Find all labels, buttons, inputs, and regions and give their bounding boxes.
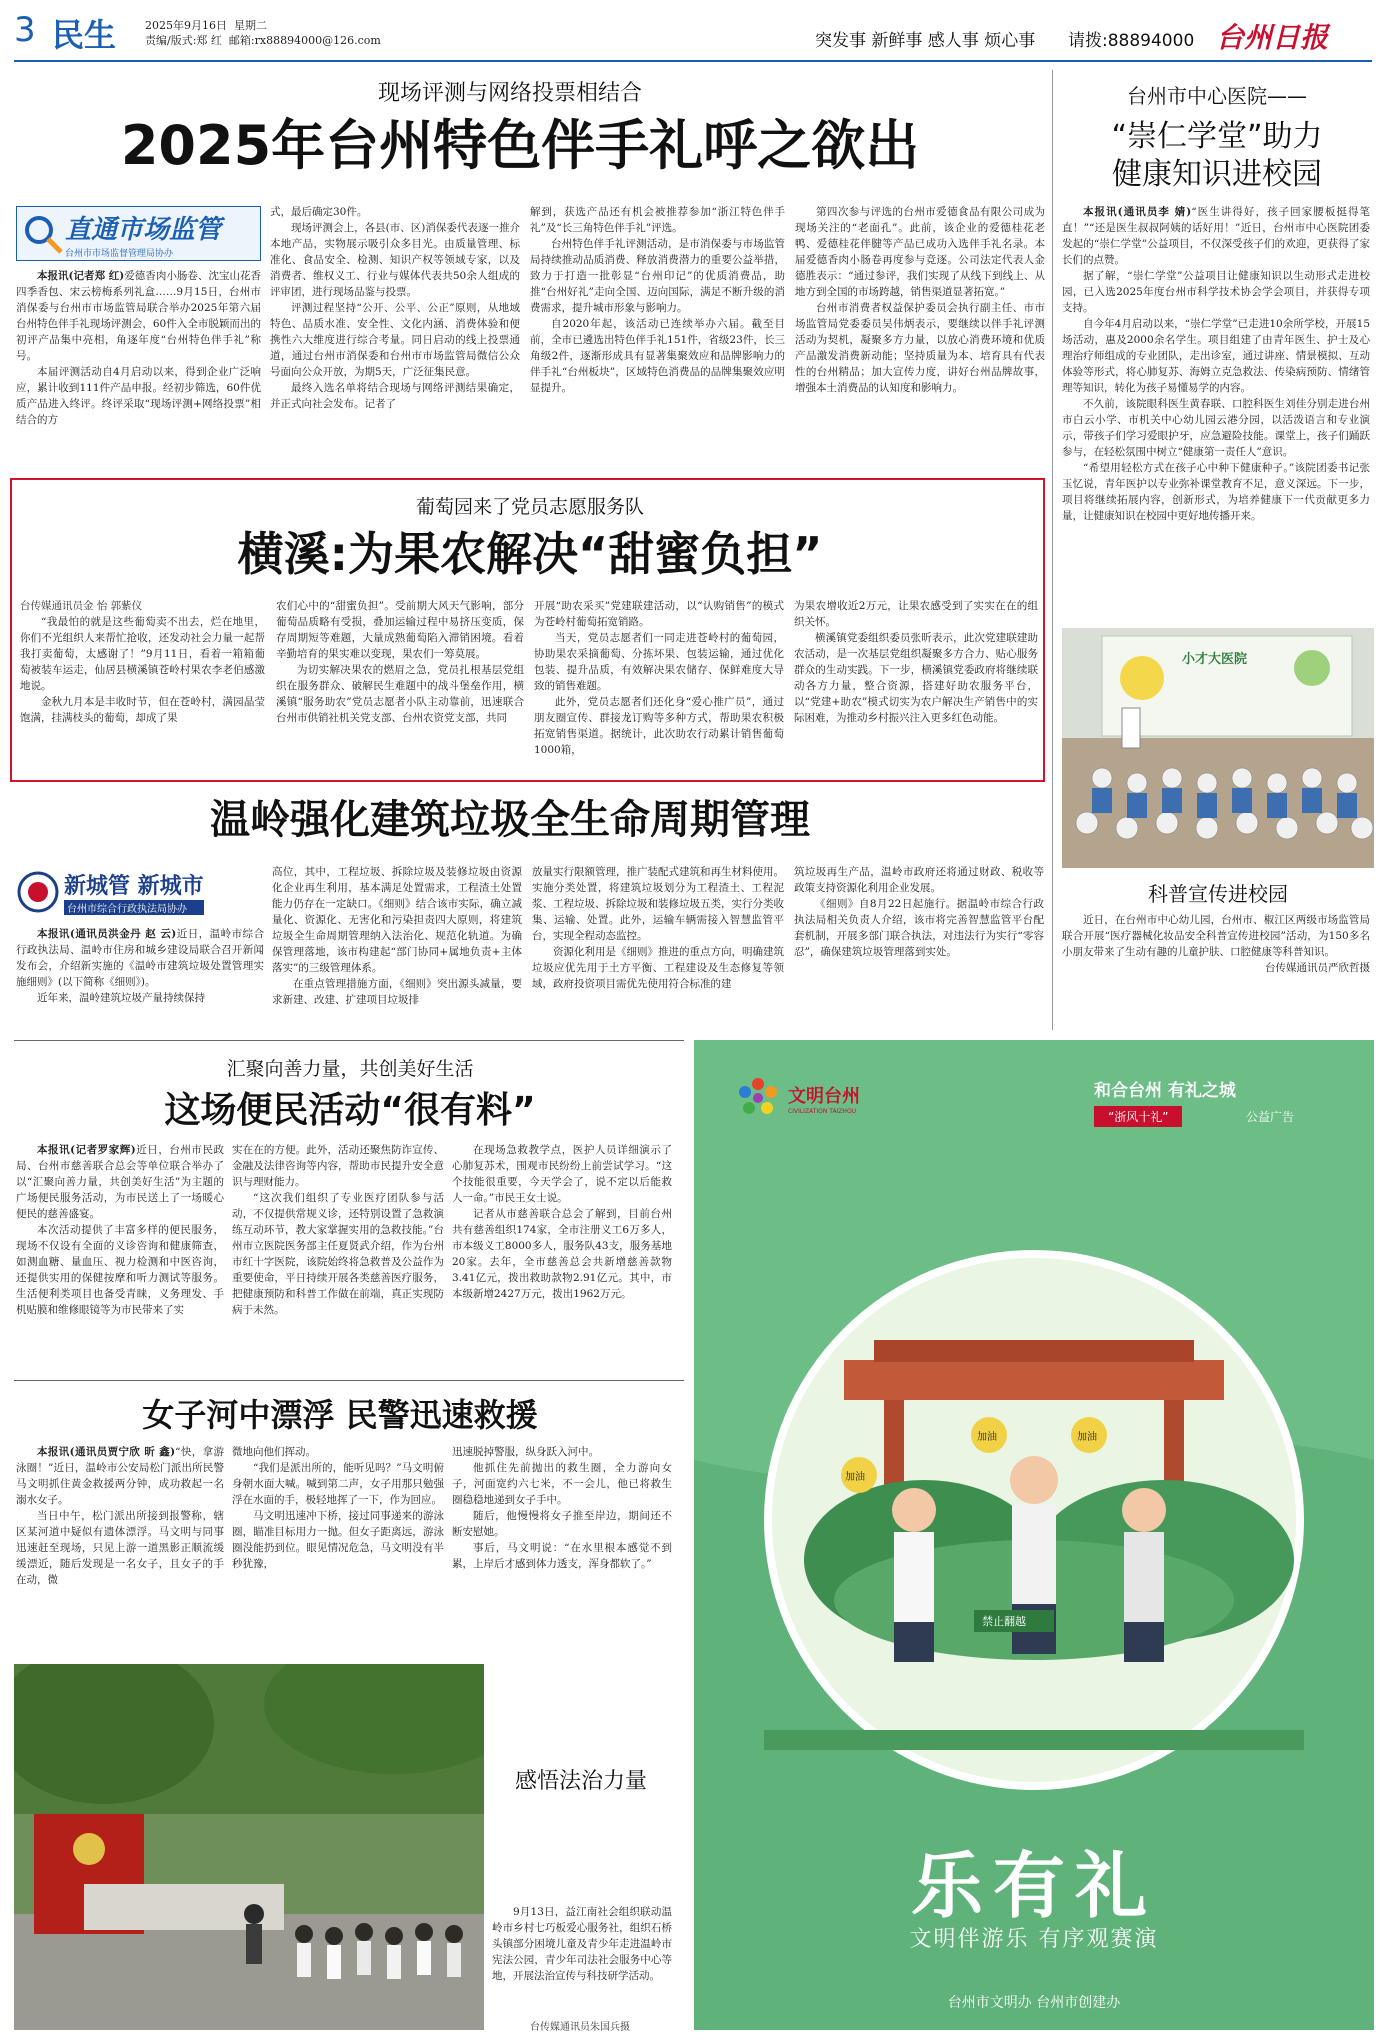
law-park-photo [14, 1664, 484, 2030]
photo-credit: 台传媒通讯员严欣哲摄 [1265, 962, 1370, 974]
paragraph: 据了解，“崇仁学堂”公益项目让健康知识以生动形式走进校园，已入选2025年度台州市科学技术协会学会项目，并获得专项支持。 [1062, 270, 1370, 314]
article6-body [492, 1904, 672, 2018]
article1-col4 [795, 204, 1045, 466]
editor-line: 责编/版式:郑 红 [145, 34, 222, 47]
paragraph: 最终入选名单将结合现场与网络评测结果确定，并正式向社会发布。记者了 [270, 382, 520, 410]
bubble-text-2: 加油 [977, 1432, 997, 1443]
article2-col1 [20, 614, 265, 776]
market-logo-text: 直通市场监管 [65, 214, 222, 245]
paragraph: “我们是派出所的，能听见吗？”马文明俯身朝水面大喊。喊到第二声，女子用那只勉强浮在水面的手，极轻地挥了一下，作为回应。 [232, 1462, 444, 1506]
paragraph: 评测过程坚持“公开、公平、公正”原则，从地域特色、品质水准、安全性、文化内涵、消费体验和便携性六大维度进行综合考量。同日启动的线上投票通道，通过台州市消保委和台州市市场监管局微信公众号面向公众开放，为期5天，广泛征集民意。 [270, 302, 520, 378]
emblem-icon [16, 870, 60, 914]
article6-credit: 台传媒通讯员朱国兵摄 [530, 2022, 630, 2033]
article5-title: 女子河中漂浮 民警迅速救援 [142, 1396, 538, 1434]
paragraph: 自今年4月启动以来，“崇仁学堂”已走进10余所学校，开展15场活动，惠及2000余名学生。项目组建了由青年医生、护士及心理治疗师组成的专业团队，走出诊室，通过讲座、情景模拟、互动体验等形式，将心肺复苏、海姆立克急救法、传染病预防、情绪管理等知识，转化为孩子易懂易学的内容。 [1062, 318, 1370, 394]
paragraph: 马文明迅速冲下桥，接过同事递来的游泳圈，瞄准目标用力一抛。但女子距离远，游泳圈没能扔到位。眼见情况危急，马文明没有半秒犹豫， [232, 1510, 444, 1570]
market-logo-sub: 台州市市场监督管理局协办 [65, 248, 174, 259]
paragraph: 现场评测会上，各县(市、区)消保委代表逐一推介本地产品，实物展示吸引众多目光。由质量管理、标准化、食品安全、检测、知识产权等领域专家，以及消费者、维权义工、行业与媒体代表共50余人组成的评审团，进行现场品鉴与投票。 [270, 222, 520, 298]
section-rule [14, 1380, 684, 1381]
paragraph: 本报讯(通讯员贾宁欣 昕 鑫)“快，拿游泳圈！”近日，温岭市公安局松门派出所民警马文明抓住黄金救援两分钟，成功救起一名溺水女子。 [16, 1446, 224, 1506]
paragraph: 当日中午，松门派出所接到报警称，辖区某河道中疑似有遗体漂浮。马文明与同事迅速赶至现场，只见上游一道黑影正顺流缓缓漂近，随后发现是一名女子，且女子的手在动，微 [16, 1510, 224, 1586]
paragraph: 开展“助农采买”党建联建活动，以“认购销售”的模式为苍岭村葡萄拓宽销路。 [534, 600, 784, 628]
paragraph: 随后，他慢慢将女子推至岸边，期间还不断安慰她。 [452, 1510, 672, 1538]
paragraph: 近年来，温岭建筑垃圾产量持续保持 [37, 992, 205, 1004]
flower-logo-icon [734, 1074, 782, 1122]
ad-slogan: 和合台州 有礼之城 [1094, 1081, 1236, 1101]
article2-byline: 台传媒通讯员金 怡 郭紫仪 [20, 600, 143, 612]
bubble-text-1: 加油 [845, 1472, 865, 1483]
header-meta [145, 18, 445, 48]
article3-col1 [16, 926, 264, 1032]
article5-col2 [232, 1444, 444, 1626]
article2-col3 [534, 598, 784, 776]
article4-title: 这场便民活动“很有料” [164, 1090, 536, 1131]
section-rule [14, 1040, 684, 1041]
article3-title: 温岭强化建筑垃圾全生命周期管理 [210, 797, 810, 843]
paragraph: 事后，马文明说：“在水里根本感觉不到累，上岸后才感到体力透支，浑身都软了。” [452, 1542, 672, 1570]
urban-logo-text: 新城管 新城市 [64, 874, 204, 899]
paragraph: 此外，党员志愿者们还化身“爱心推广员”，通过朋友圈宣传、群接龙订购等多种方式，帮助果农积极拓宽销售渠道。据统计，此次助农行动累计销售葡萄1000箱， [534, 696, 784, 756]
article4-col1 [16, 1142, 224, 1370]
ad-logo-sub: CIVILIZATION TAIZHOU [788, 1107, 857, 1115]
article4-col3 [452, 1142, 672, 1370]
article5-col1 [16, 1444, 224, 1626]
bubble-text-3: 加油 [1077, 1432, 1097, 1443]
paragraph: 横溪镇党委组织委员张昕表示，此次党建联建助农活动，是一次基层党组织凝聚多方合力、贴心服务群众的生动实践。下一步，横溪镇党委政府将继续联动各方力量，整合资源，搭建好助农服务平台，以“党建+助农”模式切实为农户解决生产销售中的实际困难，为推动乡村振兴注入更多红色动能。 [794, 632, 1038, 724]
paragraph: “希望用轻松方式在孩子心中种下健康种子。”该院团委书记张玉忆说，青年医护以专业弥补课堂教育不足，意义深远。下一步，项目将继续拓展内容，创新形式，为培养健康下一代贡献更多力量，让健康知识在校园中更好地传播开来。 [1062, 462, 1370, 522]
ad-slogan-sub: 公益广告 [1246, 1110, 1295, 1124]
market-supervision-logo [16, 206, 261, 261]
article1-col1 [16, 268, 261, 466]
article3-col4 [794, 864, 1044, 1032]
paragraph: 本报讯(通讯员李 婧)“医生讲得好，孩子回家腰板挺得笔直！”“还是医生叔叔阿姨的话好用！”近日，台州市中心医院团委发起的“崇仁学堂”公益项目，不仅深受孩子们的欢迎，更获得了家长们的点赞。 [1062, 206, 1370, 266]
paragraph: 解到，获选产品还有机会被推荐参加“浙江特色伴手礼”及“长三角特色伴手礼”评选。 [530, 206, 785, 234]
paragraph: 放量实行限额管理，推广装配式建筑和再生材料使用。实施分类处置，将建筑垃圾划分为工程渣土、工程泥浆、工程垃圾、拆除垃圾和装修垃圾五类，实行分类收集、运输、处置。此外，运输车辆需接入智慧监管平台，实现全程动态监控。 [532, 866, 784, 942]
kindergarten-photo [1062, 628, 1374, 868]
sidebar-title-line1: “崇仁学堂”助力 [1111, 119, 1323, 154]
paragraph: 当天，党员志愿者们一同走进苍岭村的葡萄园，协助果农采摘葡萄、分拣坏果、包装运输，通过优化包装、提升品质，有效解决果农储存、保鲜难度大导致的销售难题。 [534, 632, 784, 692]
header-hotline: 请拨:88894000 [1068, 31, 1195, 51]
paragraph: “我最怕的就是这些葡萄卖不出去，烂在地里，你们不光组织人来帮忙抢收，还发动社会力量一起帮我打卖葡萄，太感谢了！”9月11日，看着一箱箱葡萄被装车运走，仙居县横溪镇苍岭村果农李老伯感激地说。 [20, 616, 265, 692]
civilization-logo [734, 1074, 860, 1122]
article1-col3 [530, 204, 785, 466]
ad-footer: 台州市文明办 台州市创建办 [947, 1995, 1121, 2011]
paragraph: 为果农增收近2万元，让果农感受到了实实在在的组织关怀。 [794, 600, 1038, 628]
article2-title: 横溪:为果农解决“甜蜜负担” [237, 527, 823, 581]
article1-title: 2025年台州特色伴手礼呼之欲出 [120, 114, 920, 177]
paragraph: 在现场急救教学点，医护人员详细演示了心肺复苏术，围观市民纷纷上前尝试学习。“这个技能很重要，今天学会了，说不定以后能救人一命。”市民王女士说。 [452, 1144, 672, 1204]
article6-title: 感悟法治力量 [514, 1769, 647, 1794]
ad-headline: 乐有礼 [910, 1844, 1157, 1928]
photo-caption-title: 科普宣传进校园 [1148, 882, 1288, 906]
page-header [0, 0, 1385, 58]
paragraph: 本报讯(通讯员洪金丹 赵 云)近日，温岭市综合行政执法局、温岭市住房和城乡建设局联合召开新闻发布会，介绍新实施的《温岭市建筑垃圾处置管理实施细则》(以下简称《细则》)。 [16, 928, 264, 988]
article3-col3 [532, 864, 784, 1032]
article4-kicker: 汇聚向善力量，共创美好生活 [226, 1058, 474, 1080]
paragraph: 高位，其中，工程垃圾、拆除垃圾及装修垃圾由资源化企业再生利用，基本满足处置需求，工程渣土处置能力仍存在一定缺口。《细则》结合该市实际，确立减量化、资源化、无害化和污染担责四大原则，将建筑垃圾全生命周期管理纳入法治化、规范化轨道。为确保管理落地，该市构建起“部门协同+属地负责+主体落实”的三级管理体系。 [272, 866, 522, 974]
sidebar-title-line2: 健康知识进校园 [1112, 157, 1322, 192]
sidebar-kicker: 台州市中心医院—— [1127, 84, 1307, 108]
paragraph: 9月13日，益江南社会组织联动温岭市乡村七巧板爱心服务社，组织石桥头镇部分困境儿童及青少年走进温岭市宪法公园，青少年司法社会服务中心等地，开展法治宣传与科技研学活动。 [492, 1906, 672, 1982]
article3-col2 [272, 864, 522, 1032]
sign-text: 禁止翻越 [982, 1615, 1026, 1628]
paragraph: 资源化利用是《细则》推进的重点方向，明确建筑垃圾应优先用于土方平衡、工程建设及生态修复等领域，政府投资项目需优先使用符合标准的建 [532, 946, 784, 990]
ad-logo-text: 文明台州 [788, 1085, 860, 1107]
photo-banner-text: 小才大医院 [1182, 652, 1248, 667]
paragraph: 迅速脱掉警服，纵身跃入河中。 [452, 1446, 599, 1458]
paragraph: 本届评测活动自4月启动以来，得到企业广泛响应，累计收到111件产品申报。经初步筛选，60件优质产品进入终评。终评采取“现场评测+网络投票”相结合的方 [16, 366, 261, 426]
paragraph: 本报讯(记者罗家辉)近日，台州市民政局、台州市慈善联合总会等单位联合举办了以“汇聚向善力量，共创美好生活”为主题的广场便民服务活动，为市民送上了一场暖心便民的慈善盛宴。 [16, 1144, 224, 1220]
section-name: 民生 [52, 16, 117, 54]
paragraph: 第四次参与评选的台州市爱德食品有限公司成为现场关注的“老面孔”。此前，该企业的爱德桂花老鸭、爱德桂花伴腱等产品已成功入选伴手礼名录。本届爱德香肉小肠卷再度参与竞逐。公司法定代表人金德胜表示：“通过参评，我们实现了从线下到线上、从地方到全国的市场跨越，销售渠道显著拓宽。” [795, 206, 1045, 298]
paragraph: 不久前，该院眼科医生黄春联、口腔科医生刘佳分别走进台州市白云小学、市机关中心幼儿园云港分园，以活泼语言和专业演示，带孩子们学习爱眼护牙，应急避险技能。课堂上，孩子们踊跃参与，在轻松氛围中树立“健康第一责任人”意识。 [1062, 398, 1370, 458]
article4-col2 [232, 1142, 444, 1370]
ad-subline: 文明伴游乐 有序观赛演 [909, 1927, 1159, 1952]
paragraph: 台州市消费者权益保护委员会执行副主任、市市场监管局党委委员吴伟炳表示，要继续以伴手礼评测活动为契机，凝聚多方力量，以放心消费环境和优质产品激发消费新动能；坚持质量为本、培育具有代表性的台州精品；加大宣传力度，讲好台州品牌故事，增强本土消费品的认知度和影响力。 [795, 302, 1045, 394]
article1-col2 [270, 204, 520, 466]
paragraph: 筑垃圾再生产品，温岭市政府还将通过财政、税收等政策支持资源化利用企业发展。 [794, 866, 1044, 894]
urban-management-logo [16, 866, 266, 918]
header-rule [14, 60, 1372, 62]
newspaper-brand: 台州日报 [1216, 21, 1329, 54]
public-service-ad [694, 1040, 1374, 2030]
article5-col3 [452, 1444, 672, 1626]
paragraph: 台州特色伴手礼评测活动，是市消保委与市场监管局持续推动品质消费、释放消费潜力的重要公益举措，致力于打造一批彰显“台州印记”的优质消费品，助推“台州好礼”走向全国、迈向国际，满足不断升级的消费需求，提升城市形象与影响力。 [530, 238, 785, 314]
column-divider [1052, 70, 1053, 1030]
paragraph: 本报讯(记者郑 红)爱德香肉小肠卷、沈宝山花香四季香包、宋云榜梅系列礼盒……9月15日，台州市消保委与台州市市场监管局联合举办2025年第六届台州特色伴手礼现场评测会，60件入全市脱颖而出的初评产品集中亮相，角逐年度“台州特色伴手礼”称号。 [16, 270, 261, 362]
paragraph: 金秋九月本是丰收时节，但在苍岭村，满园晶莹饱满，挂满枝头的葡萄，却成了果 [20, 696, 265, 724]
urban-logo-sub: 台州市综合行政执法局协办 [64, 900, 204, 915]
paragraph: 记者从市慈善联合总会了解到，目前台州共有慈善组织174家，全市注册义工6万多人，市本级义工8000多人，服务队43支，服务基地20家。去年，全市慈善总会共新增慈善款物3.41亿元，拨出救助款物2.91亿元。其中，市本级新增2427万元，拨出1962万元。 [452, 1208, 672, 1300]
paragraph: 近日，在台州市中心幼儿园，台州市、椒江区两级市场监管局联合开展“医疗器械化妆品安全科普宣传进校园”活动，为150多名小朋友带来了生动有趣的儿童护肤、口腔健康等科普知识。 [1062, 914, 1370, 958]
paragraph: 微地向他们挥动。 [232, 1446, 316, 1458]
magnifier-icon [21, 212, 65, 256]
paragraph: 在重点管理措施方面，《细则》突出源头减量，要求新建、改建、扩建项目垃圾排 [272, 978, 522, 1006]
paragraph: 为切实解决果农的燃眉之急，党员扎根基层党组织在服务群众、破解民生难题中的战斗堡垒作用，横溪镇“服务助农”党员志愿者小队主动靠前，迅速联合台州市供销社机关党支部、台州农资党支部，共同 [276, 664, 524, 724]
paragraph: 实在在的方便。此外，活动还聚焦防诈宣传、金融及法律咨询等内容，帮助市民提升安全意识与理财能力。 [232, 1144, 444, 1188]
email: 邮箱:rx88894000@126.com [228, 34, 381, 47]
paragraph: 农们心中的“甜蜜负担”。受前期大风天气影响，部分葡萄品质略有受损，叠加运输过程中易挤压变质，保存周期短等难题，大量成熟葡萄陷入滞销困境。看着辛勤培育的果实难以变现，果农们一筹莫展。 [276, 600, 524, 660]
article2-kicker: 葡萄园来了党员志愿服务队 [415, 496, 644, 518]
issue-date: 2025年9月16日 [145, 19, 227, 32]
article2-col4 [794, 598, 1038, 776]
paragraph: 式，最后确定30件。 [270, 206, 368, 218]
article1-kicker: 现场评测与网络投票相结合 [377, 81, 642, 106]
paragraph: 自2020年起，该活动已连续举办六届。截至目前，全市已遴选出特色伴手礼151件，省级23件，长三角级2件，逐渐形成具有显著集聚效应和品牌影响力的伴手礼“台州板块”，区域特色消费品的品牌集聚效应明显提升。 [530, 318, 785, 394]
article2-col2 [276, 598, 524, 776]
issue-weekday: 星期二 [234, 19, 267, 32]
page-number: 3 [14, 10, 36, 50]
paragraph: 本次活动提供了丰富多样的便民服务，现场不仅设有全面的义诊咨询和健康筛查，如测血糖、量血压、视力检测和中医咨询，还提供实用的保健按摩和听力测试等服务。生活便利类项目也备受青睐，义务理发、手机贴膜和维修眼镜等为市民带来了实 [16, 1224, 224, 1316]
header-tagline: 突发事 新鲜事 感人事 烦心事 [815, 31, 1036, 51]
paragraph: “这次我们组织了专业医疗团队参与活动，不仅提供常规义诊，还特别设置了急救演练互动环节，教大家掌握实用的急救技能。”台州市立医院医务部主任夏贤武介绍，作为台州市红十字医院，该院始终将急救普及公益作为重要使命，平日持续开展各类慈善医疗服务，把健康预防和科普工作做在前端，真正实现防病于未然。 [232, 1192, 444, 1316]
paragraph: 《细则》自8月22日起施行。据温岭市综合行政执法局相关负责人介绍，该市将完善智慧监管平台配套机制，开展多部门联合执法，对违法行为实行“零容忍”，确保建筑垃圾管理落到实处。 [794, 898, 1044, 958]
photo-caption-body [1062, 912, 1370, 1022]
paragraph: 他抓住先前抛出的救生圈，全力游向女子，河面宽约六七米，不一会儿，他已将救生圈稳稳地递到女子手中。 [452, 1462, 672, 1506]
ad-slogan-tag: “浙风十礼” [1094, 1106, 1182, 1127]
